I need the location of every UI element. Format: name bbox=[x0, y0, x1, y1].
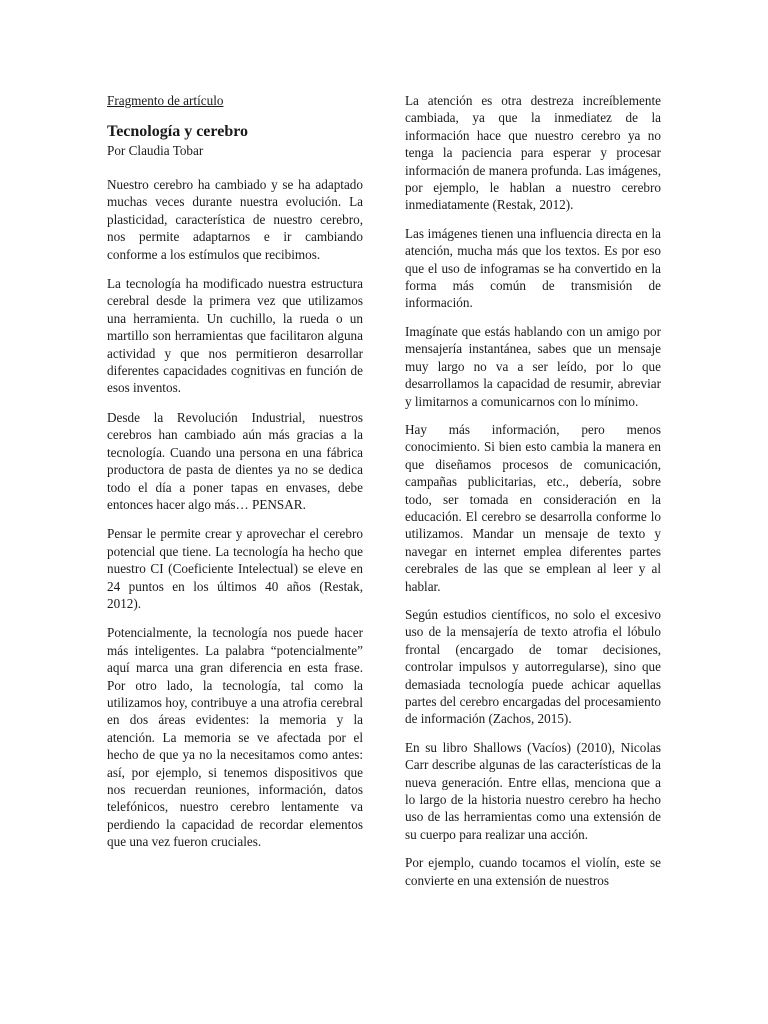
article-author: Por Claudia Tobar bbox=[107, 143, 204, 158]
article-title: Tecnología y cerebro bbox=[107, 123, 249, 140]
paragraph: Imagínate que estás hablando con un amigo por mensajería instantánea, sabes que un mensaje muy largo no va a ser leído, por lo que desarrollamos la capacidad de resumir, abreviar y limitarnos a comunicarnos con lo mínimo. bbox=[405, 323, 661, 409]
right-column bbox=[405, 92, 661, 900]
paragraph: La atención es otra destreza increíblemente cambiada, ya que la inmediatez de la información hace que nuestro cerebro ya no tenga la paciencia para esperar y procesar información de manera profunda. Las imágenes, por ejemplo, le hablan a nuestro cerebro inmediatamente (Restak, 2012). bbox=[405, 93, 661, 213]
paragraph: Las imágenes tienen una influencia directa en la atención, mucha más que los textos. Es por eso que el uso de infogramas se ha convertido en la forma más común de transmisión de información. bbox=[405, 225, 661, 311]
paragraph: Nuestro cerebro ha cambiado y se ha adaptado muchas veces durante nuestra evolución. La plasticidad, característica de nuestro cerebro, nos permite adaptarnos e ir cambiando conforme a los estímulos que recibimos. bbox=[107, 177, 363, 262]
paragraph: Hay más información, pero menos conocimiento. Si bien esto cambia la manera en que diseñamos procesos de comunicación, campañas publicitarias, etc., debería, sobre todo, ser tomada en consideración en la educación. El cerebro se desarrolla conforme lo utilizamos. Mandar un mensaje de texto y navegar en internet emplea diferentes partes cerebrales de las que se emplean al leer y al hablar. bbox=[405, 421, 661, 594]
paragraph: Pensar le permite crear y aprovechar el cerebro potencial que tiene. La tecnología ha hecho que nuestro CI (Coeficiente Intelectual) se eleve en 24 puntos en los últimos 40 años (Restak, 2012). bbox=[107, 526, 363, 611]
paragraph: Por ejemplo, cuando tocamos el violín, este se convierte en una extensión de nuestros bbox=[405, 855, 661, 888]
paragraph: Según estudios científicos, no solo el excesivo uso de la mensajería de texto atrofia el lóbulo frontal (encargado de tomar decisiones, controlar impulsos y autorregularse), sino que demasiada tecnología puede achicar aquellas partes del cerebro encargadas del procesamiento de información (Zachos, 2015). bbox=[405, 606, 661, 727]
paragraph: La tecnología ha modificado nuestra estructura cerebral desde la primera vez que utilizamos una herramienta. Un cuchillo, la rueda o un martillo son herramientas que facilitaron alguna actividad y que nos permitieron desarrollar diferentes capacidades cognitivas en función de esos inventos. bbox=[107, 276, 363, 396]
paragraph: En su libro Shallows (Vacíos) (2010), Nicolas Carr describe algunas de las características de la nueva generación. Entre ellas, menciona que a lo largo de la historia nuestro cerebro ha hecho uso de las herramientas como una extensión de su cuerpo para realizar una acción. bbox=[405, 739, 661, 842]
left-column bbox=[107, 92, 363, 863]
fragment-label: Fragmento de artículo bbox=[107, 93, 224, 108]
paragraph: Desde la Revolución Industrial, nuestros cerebros han cambiado aún más gracias a la tecnología. Cuando una persona en una fábrica productora de pasta de dientes ya no se dedica todo el día a poner tapas en envases, debe entonces hacer algo más… PENSAR. bbox=[107, 409, 363, 512]
paragraph: Potencialmente, la tecnología nos puede hacer más inteligentes. La palabra “potencialmente” aquí marca una gran diferencia en esta frase. Por otro lado, la tecnología, tal como la utilizamos hoy, contribuye a una atrofia cerebral en dos áreas evidentes: la memoria y la atención. La memoria se ve afectada por el hecho de que ya no la necesitamos como antes: así, por ejemplo, si tenemos dispositivos que nos recuerdan reuniones, información, datos telefónicos, nuestro cerebro lentamente va perdiendo la capacidad de recordar elementos que una vez fueron cruciales. bbox=[107, 625, 363, 850]
